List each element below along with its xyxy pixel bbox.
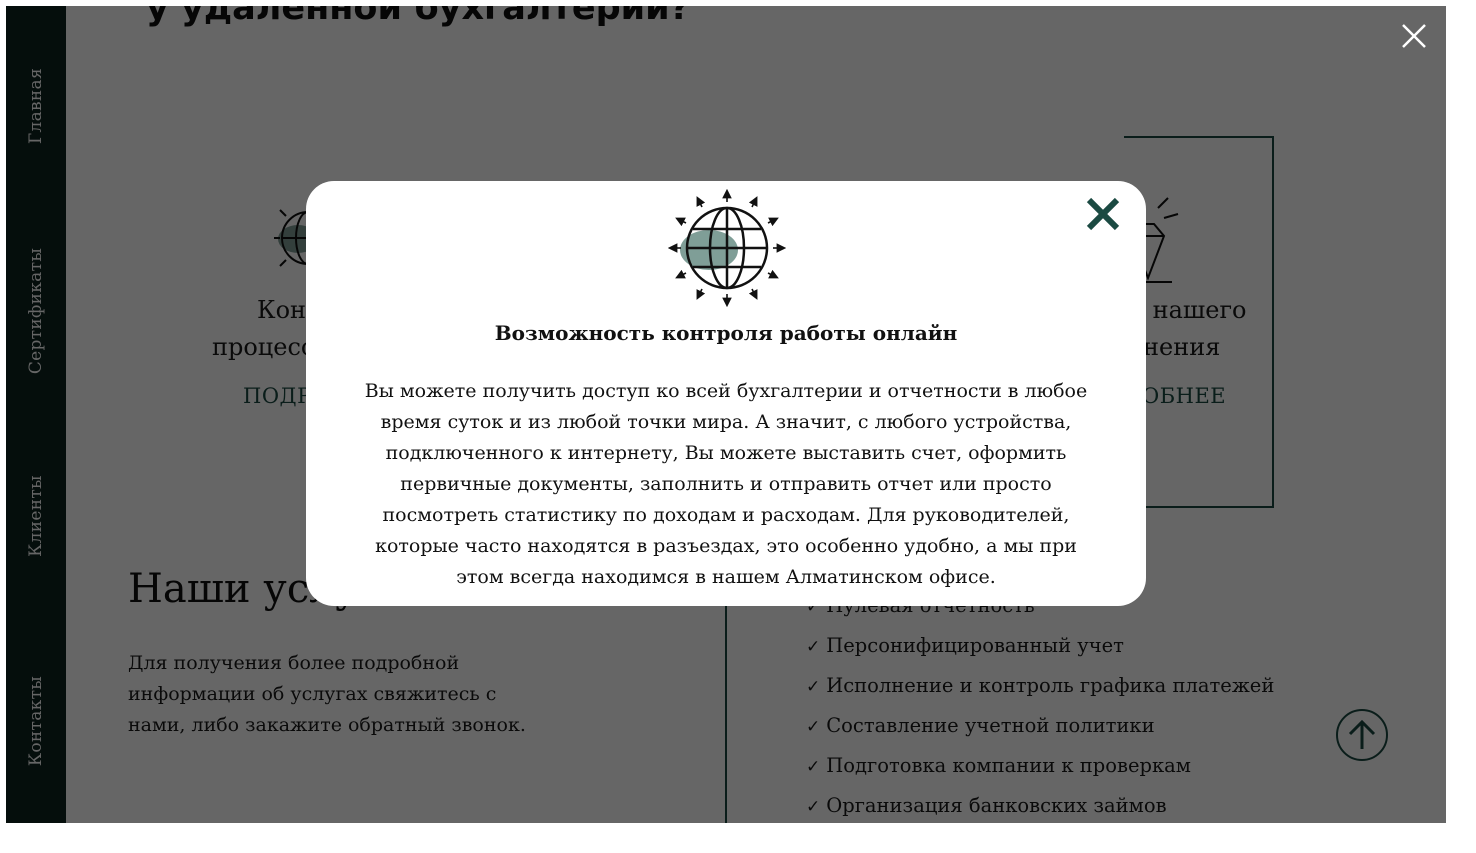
modal-body-text: Вы можете получить доступ ко всей бухгалтерии и отчетности в любое время суток и из любой точки мира. А значит, с любого устройства, подключенного к интернету, Вы можете выставить счет, оформить первичные документы, заполнить и отправить отчет или просто посмотреть статистику по доходам и расходам. Для руководителей, которые часто находятся в разъездах, это особенно удобно, а мы при этом всегда находимся в нашем Алматинском офисе.: [364, 380, 1088, 588]
modal-close-icon[interactable]: [1084, 195, 1122, 233]
info-modal: [306, 181, 1146, 606]
globe-arrows-icon: [668, 189, 786, 307]
modal-title: Возможность контроля работы онлайн: [494, 321, 958, 345]
page-frame: [6, 6, 1446, 823]
close-icon[interactable]: [1399, 21, 1429, 51]
